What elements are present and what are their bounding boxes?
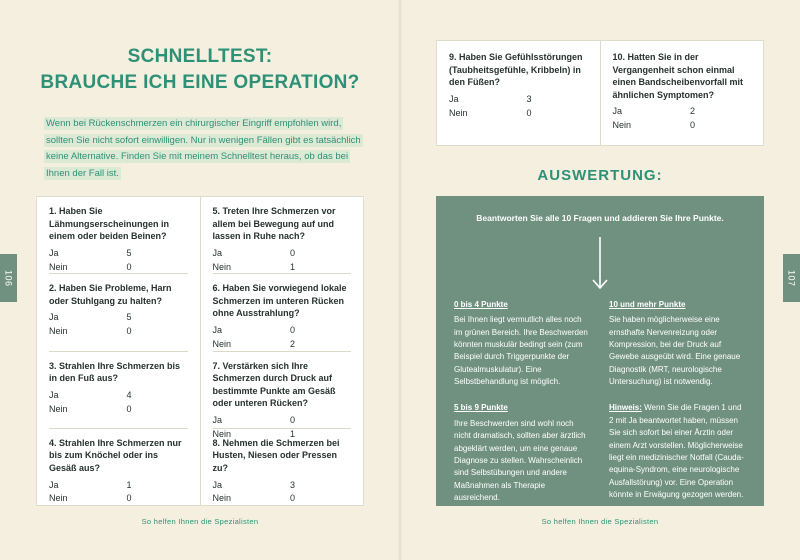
answer-nein-row [213,492,352,506]
answer-ja-row [49,311,188,325]
answer-label: Nein [49,326,68,337]
answer-label: Ja [49,479,59,490]
answer-nein-row [49,403,188,417]
answer-points: 0 [126,261,132,272]
intro-paragraph [44,116,362,183]
question-text: 10. Hatten Sie in der Vergangenheit schon einmal einen Bandscheibenvorfall mit ähnlichen Symptomen? [612,52,744,100]
evaluation-panel [436,196,764,506]
answer-ja-row [49,247,188,261]
answer-ja-row [213,247,352,261]
answer-points: 0 [126,326,132,337]
answer-ja-row [613,105,752,119]
answer-points: 3 [526,93,532,104]
page-number-tab-right: 107 [783,254,800,302]
question-text: 1. Haben Sie Lähmungserscheinungen in einem oder beiden Beinen? [49,206,170,242]
answer-points: 5 [126,312,132,323]
answer-nein-row [213,338,352,352]
question-7 [212,352,352,439]
answer-nein-row [449,107,588,121]
answer-nein-row [213,261,352,275]
answer-label: Ja [49,247,59,258]
answer-points: 4 [126,389,132,400]
footer-right: So helfen Ihnen die Spezialisten [541,517,659,526]
answer-points: 1 [290,261,296,272]
evaluation-section-10-plus [609,299,746,389]
answer-points: 0 [290,325,296,336]
evaluation-instruction: Beantworten Sie alle 10 Fragen und addieren Sie Ihre Punkte. [476,213,724,223]
intro-highlighted-text: Wenn bei Rückenschmerzen ein chirurgischer Eingriff empfohlen wird, sollten Sie nicht sofort einwilligen. Nur in wenigen Fällen gibt es tatsächlich keine Alternative. Finden Sie mit meinem Schnelltest heraus, ob das bei Ihnen der Fall ist. [46,118,361,179]
question-text: 4. Strahlen Ihre Schmerzen nur bis zum Knöchel oder ins Gesäß aus? [49,437,182,473]
answer-nein-row [49,492,188,506]
answer-ja-row [213,479,352,493]
title-line-1: SCHNELLTEST: [127,46,273,67]
evaluation-section-0-4 [454,299,591,389]
question-text: 3. Strahlen Ihre Schmerzen bis in den Fuß aus? [49,360,181,384]
answer-ja-row [213,324,352,338]
evaluation-section-text: Ihre Beschwerden sind wohl noch nicht dramatisch, sollten aber ärztlich abgeklärt werden, um eine genaue Diagnose zu stellen. Wahrscheinlich sind Selbstübungen und andere Maßnahmen als Therapie ausreichend. [454,418,586,503]
question-8 [213,429,352,505]
evaluation-section-5-9 [454,402,591,504]
answer-points: 0 [526,107,532,118]
answer-points: 1 [290,428,296,439]
page-title [0,44,400,95]
answer-label: Nein [212,338,232,349]
answer-label: Nein [212,428,232,439]
answer-label: Nein [212,261,232,272]
answer-points: 2 [690,106,696,117]
question-2 [49,274,188,351]
answer-label: Ja [49,312,59,323]
evaluation-section-text: Bei Ihnen liegt vermutlich alles noch im grünen Bereich. Ihre Beschwerden könnten muskulär bedingt sein (zum Beispiel durch Triggerpunkte der Glutealmuskulatur). Eine Selbstbehandlung ist möglich. [454,315,588,387]
answer-points: 0 [126,493,132,504]
title-line-2: BRAUCHE ICH EINE OPERATION? [40,71,360,93]
answer-label: Nein [49,403,68,414]
question-10 [600,41,764,145]
question-text: 6. Haben Sie vorwiegend lokale Schmerzen im unteren Rücken ohne Ausstrahlung? [212,283,347,319]
answer-ja-row [49,479,188,493]
questions-box-1-8 [36,196,364,506]
questions-column-5-8 [200,197,364,505]
answer-points: 0 [690,120,696,131]
auswertung-heading: AUSWERTUNG: [537,167,663,184]
answer-nein-row [49,325,188,339]
answer-label: Ja [212,479,223,490]
page-right [400,0,800,560]
answer-ja-row [213,414,352,428]
question-text: 7. Verstärken sich Ihre Schmerzen durch Druck auf bestimmte Punkte am Gesäß oder unteren Rücken? [212,360,336,409]
evaluation-note [609,402,746,501]
answer-points: 3 [290,479,296,490]
questions-box-9-10 [436,40,764,146]
question-5 [213,197,352,274]
answer-points: 1 [126,479,132,490]
question-6 [213,274,352,351]
question-9 [437,41,600,145]
note-text: Wenn Sie die Fragen 1 und 2 mit Ja beantwortet haben, müssen Sie sich sofort bei einer Ärztin oder einem Arzt vorstellen. Möglicherweise liegt ein medizinischer Notfall (Cauda-equina-Syndrom, eine neurologische Ausfallstörung) vor. Eine Operation könnte in Erwägung gezogen werden. [609,403,744,500]
answer-ja-row [449,93,588,107]
evaluation-section-heading: 10 und mehr Punkte [609,299,686,309]
page-number-tab-left: 106 [0,254,17,302]
answer-label: Nein [212,493,232,504]
answer-points: 2 [290,338,296,349]
answer-label: Nein [49,261,68,272]
answer-label: Ja [212,247,223,258]
evaluation-columns [454,299,746,505]
question-text: 8. Nehmen die Schmerzen bei Husten, Niesen oder Pressen zu? [212,437,340,473]
answer-nein-row [613,119,752,133]
evaluation-section-heading: 0 bis 4 Punkte [454,299,508,309]
answer-label: Ja [212,414,223,425]
answer-label: Nein [449,107,468,118]
answer-points: 0 [290,247,296,258]
question-4 [49,429,188,505]
answer-points: 0 [126,403,132,414]
answer-points: 5 [126,247,132,258]
answer-nein-row [49,261,188,275]
evaluation-section-text: Sie haben möglicherweise eine ernsthafte Nervenreizung oder Kompression, bei der Druck auf Gewebe ausgeübt wird. Eine genaue Diagnostik (MRT, neurologische Untersuchung) ist notwendig. [609,315,741,387]
answer-label: Ja [212,325,223,336]
answer-points: 0 [290,414,296,425]
question-text: 9. Haben Sie Gefühlsstörungen (Taubheitsgefühle, Kribbeln) in den Füßen? [449,52,583,88]
evaluation-column-right [609,299,746,505]
question-text: 2. Haben Sie Probleme, Harn oder Stuhlgang zu halten? [49,283,172,306]
answer-label: Ja [49,389,59,400]
answer-label: Nein [612,120,632,131]
answer-points: 0 [290,493,296,504]
questions-column-1-4 [37,197,200,505]
note-label: Hinweis: [609,403,642,413]
question-3 [49,352,188,429]
answer-label: Ja [449,93,459,104]
answer-label: Nein [49,493,68,504]
question-1 [49,197,188,274]
down-arrow-icon [589,235,611,291]
evaluation-section-heading: 5 bis 9 Punkte [454,403,508,413]
question-text: 5. Treten Ihre Schmerzen vor allem bei Bewegung auf und lassen in Ruhe nach? [212,206,336,242]
answer-label: Ja [612,106,623,117]
footer-left: So helfen Ihnen die Spezialisten [141,517,259,526]
answer-ja-row [49,389,188,403]
evaluation-column-left [454,299,591,505]
